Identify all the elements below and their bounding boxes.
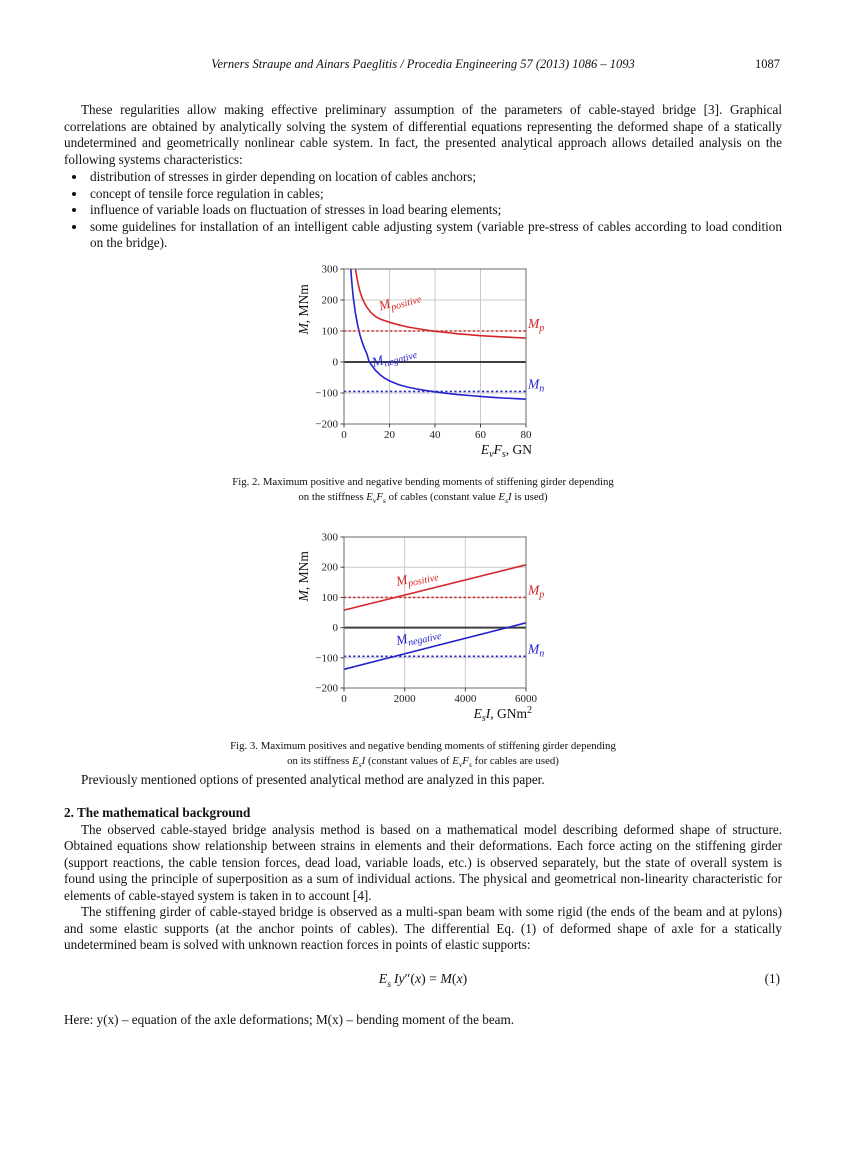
list-item: • some guidelines for installation of an intelligent cable adjusting system (variable pre-stress of cables according to load condition on the bridge).	[87, 219, 782, 252]
svg-text:Mnegative: $M_{negative}$	[394, 630, 443, 649]
figure-2-caption-line1: Fig. 2. Maximum positive and negative bending moments of stiffening girder depending	[232, 475, 614, 488]
svg-text:60: 60	[475, 428, 486, 441]
svg-text:EsI, GNm2: $E_sI$, GNm$^2$	[473, 704, 532, 724]
page-header	[64, 57, 782, 73]
svg-text:Mp: $M_p$	[528, 315, 545, 334]
list-item: • distribution of stresses in girder depending on location of cables anchors;	[87, 169, 782, 186]
svg-text:20: 20	[384, 428, 395, 441]
running-head-citation: Verners Straupe and Ainars Paeglitis / Procedia Engineering 57 (2013) 1086 – 1093	[211, 57, 635, 71]
svg-text:200: 200	[321, 294, 338, 306]
svg-text:4000: 4000	[454, 692, 477, 705]
svg-text:0: 0	[341, 428, 347, 441]
svg-text:M, MNm: M, MNm	[296, 550, 311, 602]
figure-3-chart	[64, 530, 782, 726]
svg-text:−100: −100	[315, 651, 338, 664]
figure-2	[64, 262, 782, 508]
figure-2-caption-line2: on the stiffness $E_vF_s$ of cables (constant value $E_sI$ is used)	[298, 490, 548, 505]
svg-text:EvFs, GN: $E_vF_s$, GN	[480, 441, 532, 460]
equation-1-number: (1)	[764, 970, 780, 986]
page-number: 1087	[755, 57, 780, 71]
list-item: • influence of variable loads on fluctuation of stresses in load bearing elements;	[87, 202, 782, 219]
svg-text:Mpositive: $M_{positive}$	[394, 571, 440, 590]
characteristics-list	[64, 169, 782, 252]
fig3-plot	[292, 530, 554, 726]
intro-paragraph: These regularities allow making effective preliminary assumption of the parameters of cable-stayed bridge [3]. Graphical correlations are obtained by analytically solving the system of differential equations representing the deformed shape of a statically undetermined and geometrically nonlinear cable system. In fact, the presented analytical approach allows detailed analysis on the following systems characteristics:	[64, 102, 782, 167]
svg-text:200: 200	[321, 561, 338, 574]
svg-text:0: 0	[332, 356, 338, 368]
figure-3-caption-line2: on its stiffness $E_sI$ (constant values of $E_vF_s$ for cables are used)	[287, 754, 559, 769]
svg-text:0: 0	[332, 621, 338, 634]
figure-2-caption	[64, 475, 782, 508]
equation-note: Here: y(x) – equation of the axle deformations; M(x) – bending moment of the beam.	[64, 1012, 515, 1028]
svg-text:−200: −200	[315, 418, 338, 430]
section-2-heading: 2. The mathematical background	[64, 805, 251, 821]
figure-2-chart	[64, 262, 782, 462]
fig2-plot	[292, 262, 554, 462]
figure-3-caption	[64, 739, 782, 772]
svg-text:M, MNm: M, MNm	[296, 283, 311, 334]
section-2-paragraph-1: The observed cable-stayed bridge analysis method is based on a mathematical model describing deformed shape of structure. Obtained equations show relationship between strains in elements and their deformations. Each force acting on the stiffening girder (support reactions, the cable tension forces, dead load, variable loads, etc.) is observed separately, but the state of overall system is found using the principle of superposition as a sum of individual actions. The physical and geometrical non-linearity characteristic for elements of cable-stayed system is taken in to account [4].	[64, 821, 782, 903]
svg-text:300: 300	[321, 263, 338, 275]
svg-text:Mnegative: $M_{negative}$	[370, 349, 419, 370]
svg-text:100: 100	[321, 325, 338, 337]
svg-text:Mn: $M_n$	[528, 640, 545, 659]
list-item: • concept of tensile force regulation in cables;	[87, 186, 782, 203]
page-content	[64, 102, 782, 1029]
after-figures-paragraph: Previously mentioned options of presented analytical method are analyzed in this paper.	[81, 771, 545, 787]
svg-text:2000: 2000	[393, 692, 416, 705]
figure-3-caption-line1: Fig. 3. Maximum positives and negative bending moments of stiffening girder depending	[230, 739, 616, 752]
equation-1-row	[64, 971, 782, 993]
svg-text:−100: −100	[315, 387, 338, 399]
svg-text:40: 40	[429, 428, 441, 441]
section-2-paragraph-2: The stiffening girder of cable-stayed bridge is observed as a multi-span beam with some rigid (the ends of the beam and at pylons) and some elastic supports (at the anchor points of cables). The differential Eq. (1) of deformed shape of axle for a statically undetermined beam is solved with unknown reaction forces in points of elastic supports:	[64, 904, 782, 953]
svg-text:−200: −200	[315, 682, 338, 695]
svg-text:Mn: $M_n$	[528, 375, 545, 394]
svg-text:80: 80	[520, 428, 532, 441]
svg-text:Mpositive: $M_{positive}$	[377, 293, 423, 313]
svg-text:6000: 6000	[515, 692, 537, 705]
svg-text:0: 0	[341, 692, 347, 705]
equation-1-formula: $E_s$ Iy″(x) = M(x)	[378, 970, 468, 990]
figure-3	[64, 530, 782, 772]
svg-text:Mp: $M_p$	[528, 582, 545, 601]
svg-text:300: 300	[321, 531, 338, 544]
svg-text:100: 100	[321, 591, 338, 604]
